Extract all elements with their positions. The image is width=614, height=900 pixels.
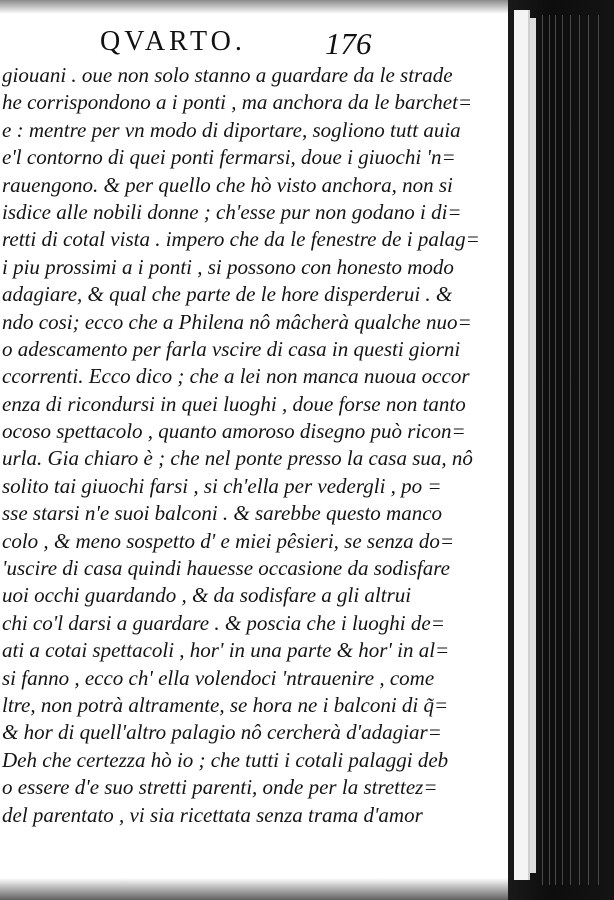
text-line: he corrispondono a i ponti , ma anchora da le barchet=: [2, 90, 473, 115]
page-edge-line: [598, 15, 599, 885]
page-edge-line: [542, 15, 543, 885]
running-head: QVARTO.: [100, 26, 246, 57]
text-line: Deh che certezza hò io ; che tutti i cotali palaggi deb: [2, 747, 449, 772]
text-line: e : mentre per vn modo di diportare, sogliono tutt auia: [2, 117, 461, 142]
text-line: giouani . oue non solo stanno a guardare da le strade: [2, 63, 453, 87]
text-line: ati a cotai spettacoli , hor' in una parte & hor' in al=: [2, 638, 450, 663]
text-line: ocoso spettacolo , quanto amoroso disegno può ricon=: [2, 419, 466, 444]
text-line: adagiare, & qual che parte de le hore disperderui . &: [2, 282, 453, 307]
text-line: rauengono. & per quello che hò visto anchora, non si: [2, 172, 453, 197]
text-line: sse starsi n'e suoi balconi . & sarebbe questo manco: [2, 501, 443, 526]
text-line: ccorrenti. Ecco dico ; che a lei non manca nuoua occor: [2, 364, 470, 389]
page-edge-line: [555, 15, 556, 885]
text-line: i piu prossimi a i ponti , si possono con honesto modo: [2, 254, 454, 279]
text-line: & hor di quell'altro palagio nô cercherà d'adagiar=: [2, 720, 442, 745]
page-edge-line: [562, 15, 563, 885]
page-number: 176: [325, 26, 372, 61]
text-line: o adescamento per farla vscire di casa in questi giorni: [2, 336, 461, 361]
text-line: solito tai giuochi farsi , si ch'ella per vedergli , po =: [2, 473, 442, 498]
text-line: retti di cotal vista . impero che da le fenestre de i palag=: [2, 227, 480, 252]
text-line: ltre, non potrà altramente, se hora ne i balconi di q̃=: [2, 692, 449, 717]
page-edge-line: [579, 15, 580, 885]
page-edge-strip: [514, 10, 530, 880]
body-text: [0, 62, 514, 829]
text-line: del parentato , vi sia ricettata senza trama d'amor: [2, 802, 423, 827]
text-line: uoi occhi guardando , & da sodisfare a gli altrui: [2, 583, 412, 608]
page-edge-line: [570, 15, 571, 885]
text-line: chi co'l darsi a guardare . & poscia che i luoghi de=: [2, 610, 445, 635]
page-edge-line: [549, 15, 550, 885]
page-edge-strip: [530, 18, 536, 873]
text-line: 'uscire di casa quindi hauesse occasione da sodisfare: [2, 556, 450, 581]
text-line: urla. Gia chiaro è ; che nel ponte presso la casa sua, nô: [2, 446, 473, 471]
text-line: enza di ricondursi in quei luoghi , doue forse non tanto: [2, 391, 466, 416]
bottom-edge-shadow: [0, 878, 520, 900]
text-line: ndo cosi; ecco che a Philena nô mâcherà qualche nuo=: [2, 309, 472, 334]
text-line: o essere d'e suo stretti parenti, onde per la strettez=: [2, 775, 438, 800]
text-line: e'l contorno di quei ponti fermarsi, doue i giuochi 'n=: [2, 145, 456, 170]
text-line: colo , & meno sospetto d' e miei pêsieri, se senza do=: [2, 528, 455, 553]
text-line: si fanno , ecco ch' ella volendoci 'ntrauenire , come: [2, 665, 435, 690]
text-line: isdice alle nobili donne ; ch'esse pur non godano i di=: [2, 199, 462, 224]
page-edge-line: [588, 15, 589, 885]
page-header: [80, 26, 510, 66]
